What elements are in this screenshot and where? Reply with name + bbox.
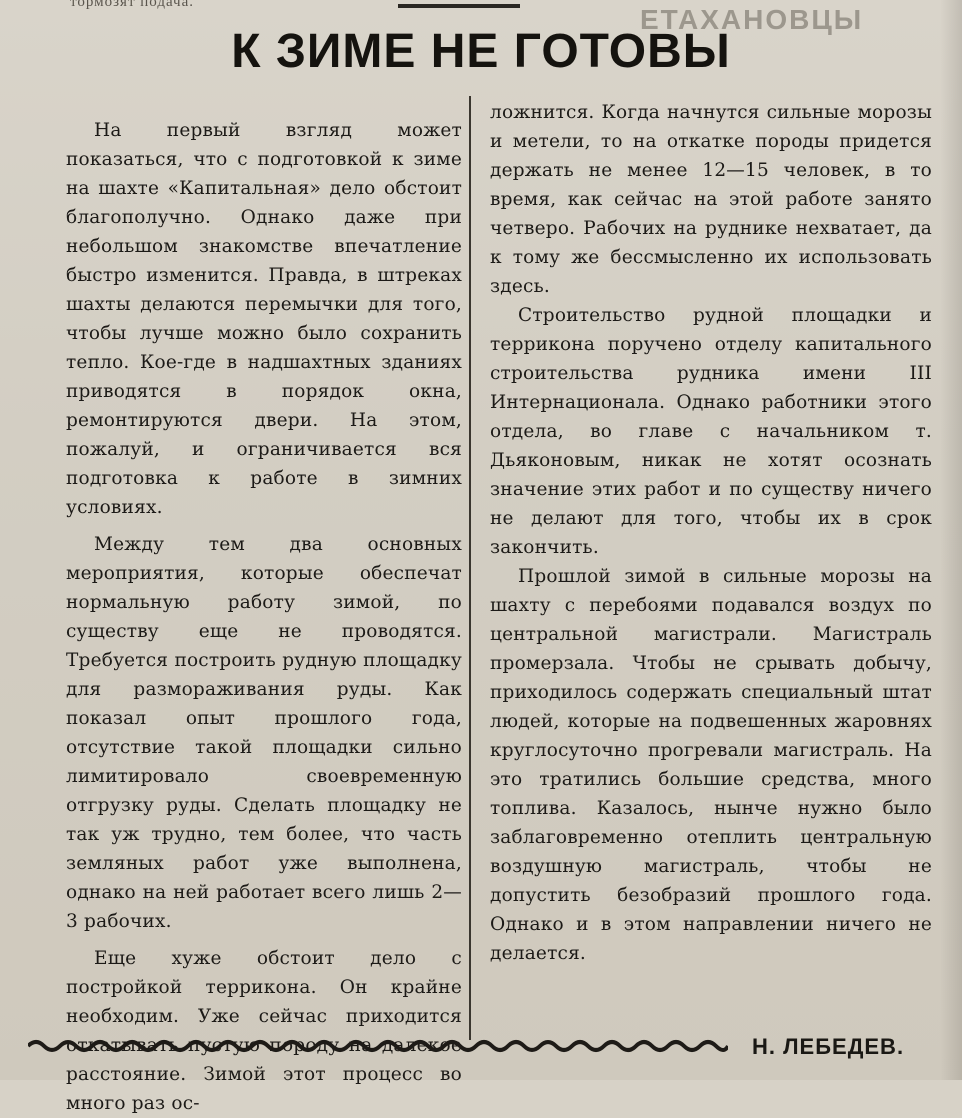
article-paragraph: Прошлой зимой в сильные морозы на шахту с перебоями подавался воздух по центральной магистрали. Магистраль промерзала. Чтобы не срывать добычу, приходилось содержать специальный штат людей, которые на подвешенных жаровнях круглосуточно прогревали магистраль. На это тратились большие средства, много топлива. Казалось, нынче нужно было заблаговременно отеплить центральную воздушную магистраль, чтобы не допустить безобразий прошлого года. Однако и в этом направлении ничего не делается. [490, 566, 932, 964]
article-paragraph: Еще хуже обстоит дело с постройкой терриконa. Он крайне необходим. Уже сейчас приходится откатывать пустую породу на далекое расстояние. Зимой этот процесс во много раз ос- [66, 948, 462, 1114]
article-paragraph: Строительство рудной площадки и терриконa поручено отделу капитального строительства рудника имени III Интернационала. Однако работники этого отдела, во главе с начальником т. Дьяконовым, никак не хотят осознать значение этих работ и по существу ничего не делают для того, чтобы их в срок закончить. [490, 305, 932, 558]
page-edge-shadow [940, 0, 962, 1080]
article-paragraph: Между тем два основных мероприятия, которые обеспечат нормальную работу зимой, по существу еще не проводятся. Требуется построить рудную площадку для размораживания руды. Как показал опыт прошлого года, отсутствие такой площадки сильно лимитировало своевременную отгрузку руды. Сделать площадку не так уж трудно, тем более, что часть земляных работ уже выполнена, однако на ней работает всего лишь 2—3 рабочих. [66, 534, 462, 932]
column-divider [469, 96, 471, 1040]
adjacent-headline-fragment: ЕТАХАНОВЦЫ [640, 4, 864, 35]
article-right-column [490, 98, 932, 968]
article-paragraph: На первый взгляд может показаться, что с подготовкой к зиме на шахте «Капитальная» дело обстоит благополучно. Однако даже при небольшом знакомстве впечатление быстро изменится. Правда, в штреках шахты делаются перемычки для того, чтобы лучше можно было сохранить тепло. Кое-где в надшахтных зданиях приводятся в порядок окна, ремонтируются двери. На этом, пожалуй, и ограничивается вся подготовка к работе в зимних условиях. [66, 120, 462, 518]
previous-article-fragment: тормозят подача. [70, 0, 194, 10]
article-left-column [66, 116, 462, 1118]
wavy-rule [28, 1032, 728, 1060]
article-headline: К ЗИМЕ НЕ ГОТОВЫ [231, 25, 731, 78]
top-rule [398, 4, 520, 8]
author-signature: Н. ЛЕБЕДЕВ. [752, 1034, 905, 1059]
article-paragraph: ложнится. Когда начнутся сильные морозы и метели, то на откатке породы придется держать не менее 12—15 человек, в то время, как сейчас на этой работе занято четверо. Рабочих на руднике нехватает, да к тому же бессмысленно их использовать здесь. [490, 102, 932, 297]
